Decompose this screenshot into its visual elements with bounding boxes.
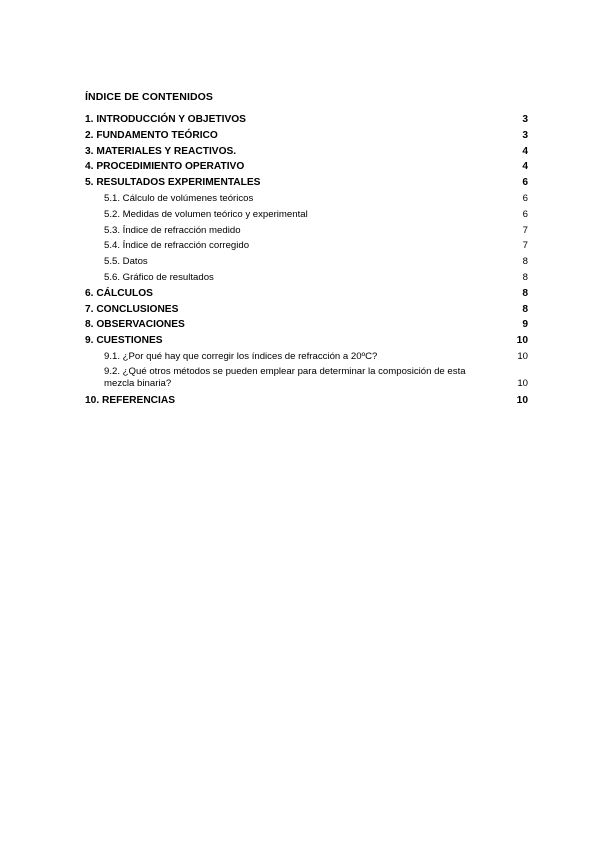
toc-entry-procedimiento[interactable]	[85, 159, 528, 175]
toc-entry-page: 3	[522, 114, 528, 125]
toc-title: ÍNDICE DE CONTENIDOS	[85, 91, 214, 103]
dot-leader	[154, 295, 521, 296]
toc-entry-label-line1: 9.2. ¿Qué otros métodos se pueden emplear para determinar la composición de esta	[104, 365, 466, 377]
toc-entry-label: 10. REFERENCIAS	[85, 394, 176, 406]
toc-entry-cuestiones[interactable]	[85, 333, 528, 349]
toc-entry-label: 2. FUNDAMENTO TEÓRICO	[85, 129, 218, 141]
toc-entry-5-6[interactable]	[85, 270, 528, 286]
toc-entry-label: 5.6. Gráfico de resultados	[104, 271, 214, 283]
toc-entry-5-2[interactable]	[85, 207, 528, 223]
toc-entry-5-5[interactable]	[85, 254, 528, 270]
dot-leader	[149, 263, 522, 264]
toc-entry-fundamento[interactable]	[85, 128, 528, 144]
toc-entry-page: 6	[522, 192, 528, 204]
toc-entry-label: 5.3. Índice de refracción medido	[104, 224, 241, 236]
dot-leader	[164, 342, 516, 343]
dot-leader	[247, 121, 521, 122]
toc-entry-page: 3	[522, 129, 528, 141]
toc-entry-5-1[interactable]	[85, 191, 528, 207]
toc-entry-9-2[interactable]	[85, 366, 528, 391]
toc-entry-label: 5.5. Datos	[104, 256, 148, 268]
toc-entry-label: 8. OBSERVACIONES	[85, 319, 185, 331]
dot-leader	[254, 200, 521, 201]
dot-leader	[261, 184, 521, 185]
dot-leader	[179, 311, 521, 312]
toc-entry-page: 8	[522, 287, 528, 299]
toc-entry-label: 7. CONCLUSIONES	[85, 303, 179, 315]
toc-entry-label: 1. INTRODUCCIÓN Y OBJETIVOS	[85, 114, 246, 125]
toc-entry-line2	[104, 378, 528, 391]
table-of-contents	[85, 112, 528, 409]
toc-entry-label: 5. RESULTADOS EXPERIMENTALES	[85, 177, 261, 189]
toc-entry-label: 4. PROCEDIMIENTO OPERATIVO	[85, 161, 245, 173]
toc-entry-referencias[interactable]	[85, 393, 528, 409]
dot-leader	[378, 358, 516, 359]
toc-entry-5-3[interactable]	[85, 223, 528, 239]
toc-entry-page: 10	[516, 394, 528, 406]
dot-leader	[242, 232, 522, 233]
toc-entry-page: 4	[522, 161, 528, 173]
toc-entry-page: 4	[522, 145, 528, 157]
toc-entry-page: 6	[522, 177, 528, 189]
toc-entry-page: 10	[517, 350, 528, 362]
toc-entry-page: 8	[522, 271, 528, 283]
toc-entry-resultados[interactable]	[85, 175, 528, 191]
dot-leader	[237, 153, 521, 154]
toc-entry-label: 5.2. Medidas de volumen teórico y experimental	[104, 208, 308, 220]
toc-entry-9-1[interactable]	[85, 349, 528, 365]
dot-leader	[186, 326, 522, 327]
toc-entry-calculos[interactable]	[85, 286, 528, 302]
dot-leader	[250, 247, 522, 248]
toc-entry-conclusiones[interactable]	[85, 302, 528, 318]
toc-entry-label: 9.1. ¿Por qué hay que corregir los índices de refracción a 20ºC?	[104, 350, 378, 362]
toc-entry-5-4[interactable]	[85, 238, 528, 254]
dot-leader	[215, 279, 522, 280]
toc-entry-materiales[interactable]	[85, 144, 528, 160]
toc-entry-label: 5.4. Índice de refracción corregido	[104, 240, 250, 252]
toc-entry-page: 6	[522, 208, 528, 220]
toc-entry-page: 8	[522, 303, 528, 315]
toc-entry-label: 9. CUESTIONES	[85, 335, 163, 347]
dot-leader	[309, 216, 522, 217]
dot-leader	[245, 168, 521, 169]
toc-entry-label: 6. CÁLCULOS	[85, 287, 153, 299]
toc-entry-page: 10	[516, 335, 528, 347]
toc-entry-observaciones[interactable]	[85, 317, 528, 333]
toc-entry-page: 10	[517, 378, 528, 390]
toc-entry-introduccion[interactable]	[85, 112, 528, 128]
toc-entry-page: 7	[522, 224, 528, 236]
dot-leader	[176, 402, 516, 403]
dot-leader	[172, 385, 516, 386]
toc-entry-page: 8	[522, 256, 528, 268]
toc-entry-label-line2: mezcla binaria?	[104, 378, 172, 390]
toc-entry-page: 9	[522, 319, 528, 331]
toc-entry-label: 5.1. Cálculo de volúmenes teóricos	[104, 192, 254, 204]
toc-entry-page: 7	[522, 240, 528, 252]
toc-entry-label: 3. MATERIALES Y REACTIVOS.	[85, 145, 237, 157]
dot-leader	[219, 137, 522, 138]
